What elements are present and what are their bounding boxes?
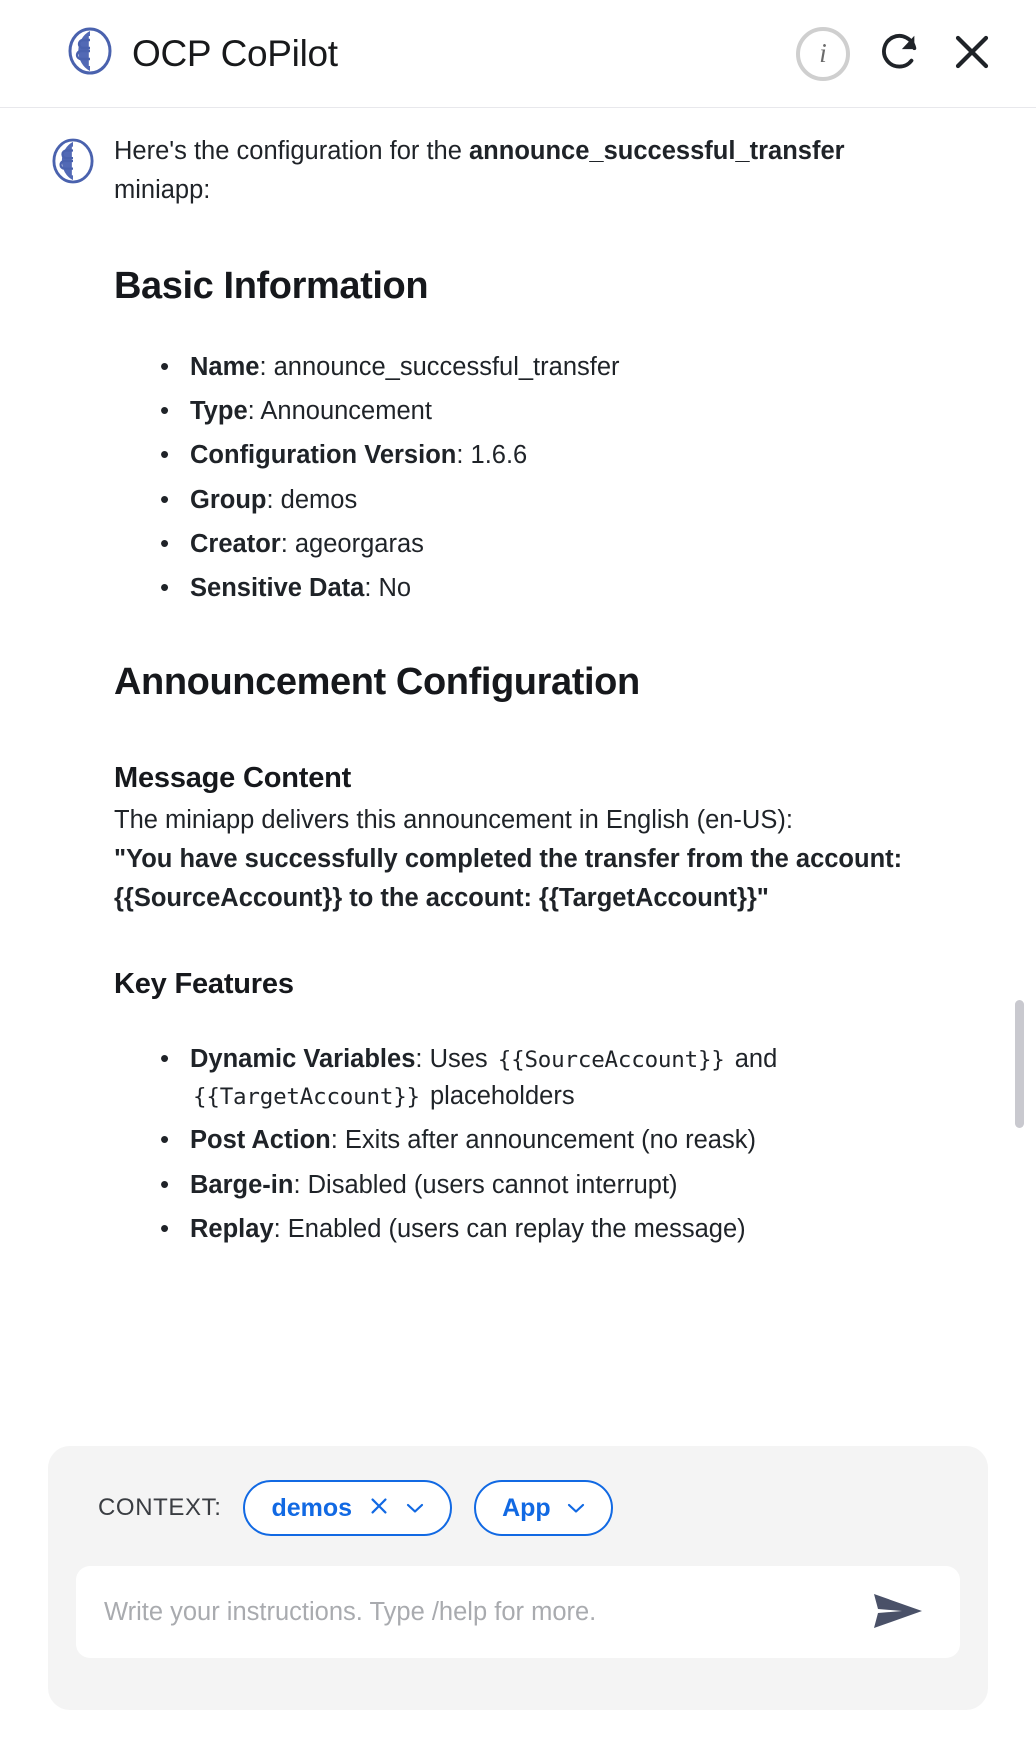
item-label: Name [190,353,260,382]
send-button[interactable] [864,1588,930,1637]
page-title: OCP CoPilot [132,32,338,74]
list-item: • Name: announce_successful_transfer [190,349,906,386]
heading-announcement-configuration: Announcement Configuration [114,661,640,704]
code-target-account: {{TargetAccount}} [193,1084,420,1111]
item-label: Configuration Version [190,441,457,470]
item-value: No [378,574,412,603]
refresh-icon [876,29,922,78]
item-mid: and [727,1044,778,1073]
bottom-strip [0,1710,1036,1746]
list-item: • Dynamic Variables: Uses {{SourceAccount}} and {{TargetAccount}} placeholders [190,1041,906,1115]
item-value: announce_successful_transfer [273,353,620,382]
composer-wrapper [0,1446,1036,1710]
list-item: • Creator: ageorgaras [190,526,906,563]
item-post: placeholders [422,1082,575,1111]
intro-app-name: announce_successful_transfer [468,137,845,165]
context-label: CONTEXT: [98,1494,222,1521]
input-bar [76,1566,960,1658]
app-header [0,0,1036,108]
item-value: Exits after announcement (no reask) [344,1126,756,1155]
refresh-button[interactable] [876,29,922,78]
item-label: Creator [190,529,281,558]
close-button[interactable] [948,28,996,79]
list-item: • Barge-in: Disabled (users cannot interrupt) [190,1167,906,1204]
context-row [76,1480,960,1536]
chevron-down-icon[interactable] [406,1499,424,1517]
brand [68,27,796,80]
item-value: ageorgaras [294,529,424,558]
intro-lead: Here's the configuration for the [114,137,469,165]
header-actions [796,27,996,81]
list-item: • Post Action: Exits after announcement (no reask) [190,1122,906,1159]
list-item: • Replay: Enabled (users can replay the message) [190,1211,906,1248]
list-item: • Group: demos [190,482,906,519]
item-value: demos [280,485,358,514]
chat-scroll-area[interactable] [0,108,1036,1446]
basic-information-list [114,349,906,607]
heading-basic-information: Basic Information [114,264,429,307]
composer [48,1446,988,1710]
message-content-description: The miniapp delivers this announcement in English (en-US): [114,805,793,834]
info-icon [796,27,850,81]
item-label: Sensitive Data [190,574,365,603]
close-icon [948,28,996,79]
intro-tail: miniapp: [114,176,211,205]
brain-logo-icon [68,27,112,80]
item-label: Post Action [190,1126,331,1155]
close-x-icon[interactable] [368,1495,390,1522]
code-source-account: {{SourceAccount}} [497,1046,725,1073]
chip-label: demos [271,1493,353,1522]
assistant-message [0,132,1036,1255]
item-label: Group [190,485,267,514]
instructions-input[interactable] [92,1598,864,1627]
list-item: • Sensitive Data: No [190,570,906,607]
item-value: Announcement [260,397,432,426]
heading-key-features: Key Features [114,968,294,1001]
item-value: Enabled (users can replay the message) [287,1214,746,1243]
list-item: • Configuration Version: 1.6.6 [190,437,906,474]
item-value: Disabled (users cannot interrupt) [307,1170,678,1199]
info-icon-glyph: i [819,38,827,68]
chevron-down-icon[interactable] [567,1499,585,1517]
composer-footer-space [76,1658,960,1670]
send-paper-plane-icon [868,1588,926,1637]
context-chip-demos[interactable] [243,1480,452,1536]
message-content-quote: "You have successfully completed the transfer from the account: {{SourceAccount}} to the account: {{TargetAccount}}" [114,844,903,913]
item-label: Type [190,397,248,426]
item-value: 1.6.6 [470,441,528,470]
info-button[interactable] [796,27,850,81]
item-label: Dynamic Variables [190,1044,416,1073]
item-label: Replay [190,1214,274,1243]
intro-paragraph [114,132,906,211]
assistant-message-body [114,132,906,1255]
key-features-list [114,1041,906,1248]
heading-message-content: Message Content [114,761,352,794]
item-label: Barge-in [190,1170,294,1199]
item-pre: Uses [422,1044,495,1073]
chip-label: App [502,1493,551,1522]
list-item: • Type: Announcement [190,393,906,430]
context-chip-app[interactable] [474,1480,613,1536]
assistant-brain-avatar-icon [52,138,94,189]
